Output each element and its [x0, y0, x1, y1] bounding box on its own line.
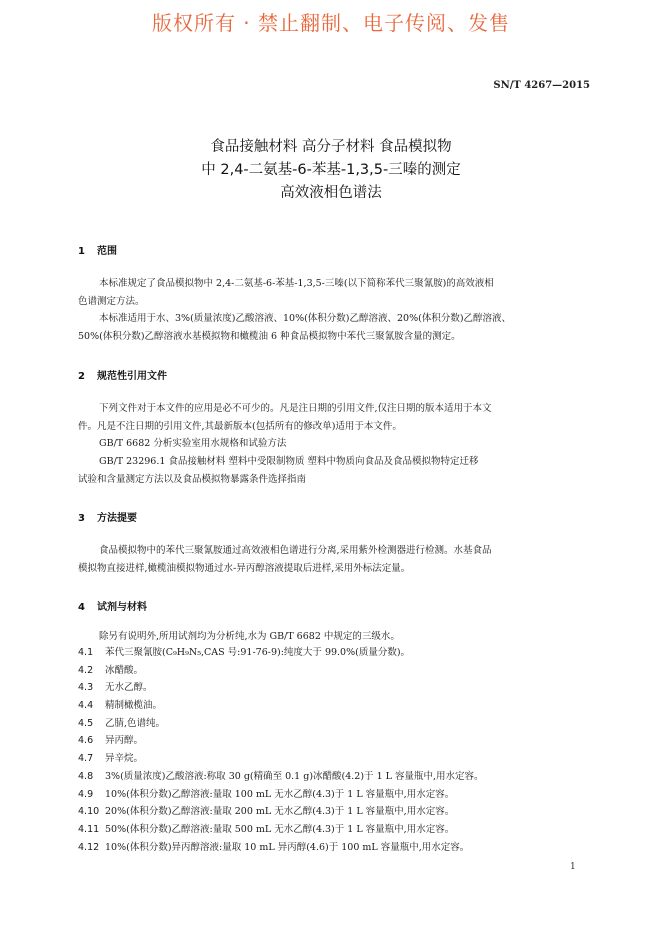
item-text: 无水乙醇。	[105, 682, 153, 694]
section-1-paragraph-2	[78, 310, 592, 345]
item-text: 异辛烷。	[105, 753, 144, 765]
item-number: 4.7	[78, 753, 94, 765]
section-title: 规范性引用文件	[97, 371, 167, 382]
paragraph-line: 食品模拟物中的苯代三聚氰胺通过高效液相色谱进行分离,采用紫外检测器进行检测。水基食品	[99, 545, 492, 556]
paragraph-line: 50%(体积分数)乙醇溶液水基模拟物和橄榄油 6 种食品模拟物中苯代三聚氰胺含量的测定。	[78, 330, 461, 342]
item-number: 4.2	[78, 664, 94, 676]
item-number: 4.12	[78, 841, 100, 853]
section-title: 方法提要	[97, 513, 137, 524]
list-item	[78, 750, 592, 768]
paragraph-line: 本标准适用于水、3%(质量浓度)乙酸溶液、10%(体积分数)乙醇溶液、20%(体积分数)乙醇溶液、	[99, 313, 512, 324]
list-item	[78, 768, 592, 786]
item-text: 10%(体积分数)异丙醇溶液:量取 10 mL 异丙醇(4.6)于 100 mL 容量瓶中,用水定容。	[105, 841, 470, 853]
item-number: 4.10	[78, 806, 100, 818]
item-number: 4.8	[78, 770, 94, 782]
section-title: 试剂与材料	[97, 602, 147, 613]
title-line-1: 食品接触材料 高分子材料 食品模拟物	[210, 139, 452, 155]
item-text: 异丙醇。	[105, 735, 144, 747]
list-item	[78, 786, 592, 804]
section-number: 4	[78, 602, 85, 613]
item-text: 冰醋酸。	[105, 664, 144, 676]
list-item	[78, 715, 592, 733]
paragraph-line: 下列文件对于本文件的应用是必不可少的。凡是注日期的引用文件,仅注日期的版本适用于本文	[99, 403, 492, 414]
section-number: 3	[78, 513, 85, 524]
item-text: 10%(体积分数)乙醇溶液:量取 100 mL 无水乙醇(4.3)于 1 L 容量瓶中,用水定容。	[105, 788, 455, 800]
section-number: 1	[78, 246, 85, 257]
item-number: 4.1	[78, 647, 94, 658]
item-text: 苯代三聚氰胺(C₉H₉N₅,CAS 号:91-76-9):纯度大于 99.0%(质量分数)。	[105, 647, 411, 658]
item-text: 3%(质量浓度)乙酸溶液:称取 30 g(精确至 0.1 g)冰醋酸(4.2)于 1 L 容量瓶中,用水定容。	[105, 770, 484, 782]
title-line-2: 中 2,4-二氨基-6-苯基-1,3,5-三嗪的测定	[201, 162, 461, 178]
section-1-paragraph-1	[78, 275, 592, 310]
list-item	[78, 821, 592, 839]
list-item	[78, 662, 592, 680]
item-text: 精制橄榄油。	[105, 700, 163, 712]
item-number: 4.3	[78, 682, 94, 694]
title-line-3: 高效液相色谱法	[280, 185, 382, 201]
section-3-heading	[78, 509, 137, 524]
paragraph-line: 模拟物直接进样,橄榄油模拟物通过水-异丙醇溶液提取后进样,采用外标法定量。	[78, 562, 411, 574]
item-number: 4.9	[78, 788, 94, 800]
list-item	[78, 803, 592, 821]
section-title: 范围	[97, 246, 117, 257]
item-number: 4.5	[78, 717, 94, 729]
item-number: 4.6	[78, 735, 94, 747]
section-number: 2	[78, 371, 85, 382]
section-1-heading	[78, 242, 117, 257]
paragraph-line: 色谱测定方法。	[78, 295, 145, 307]
document-title	[0, 136, 662, 205]
copyright-watermark: 版权所有 · 禁止翻制、电子传阅、发售	[151, 11, 511, 35]
normative-reference-1	[78, 435, 592, 453]
section-4-intro	[78, 628, 592, 646]
page-number: 1	[570, 862, 576, 872]
reference-text: GB/T 6682 分析实验室用水规格和试验方法	[99, 438, 287, 449]
section-2-heading	[78, 367, 167, 382]
reagent-list	[78, 644, 592, 856]
list-item	[78, 644, 592, 662]
paragraph-line: 除另有说明外,所用试剂均为分析纯,水为 GB/T 6682 中规定的三级水。	[99, 631, 400, 642]
item-number: 4.4	[78, 700, 94, 712]
section-4-heading	[78, 598, 147, 613]
paragraph-line: 件。凡是不注日期的引用文件,其最新版本(包括所有的修改单)适用于本文件。	[78, 420, 402, 432]
item-text: 50%(体积分数)乙醇溶液:量取 500 mL 无水乙醇(4.3)于 1 L 容量瓶中,用水定容。	[105, 823, 455, 835]
item-text: 20%(体积分数)乙醇溶液:量取 200 mL 无水乙醇(4.3)于 1 L 容量瓶中,用水定容。	[105, 806, 455, 818]
list-item	[78, 732, 592, 750]
reference-text: GB/T 23296.1 食品接触材料 塑料中受限制物质 塑料中物质向食品及食品模拟物特定迁移	[99, 456, 479, 467]
standard-code: SN/T 4267—2015	[493, 80, 590, 91]
item-number: 4.11	[78, 823, 100, 835]
reference-text: 试验和含量测定方法以及食品模拟物暴露条件选择指南	[78, 473, 307, 485]
list-item	[78, 697, 592, 715]
normative-reference-2	[78, 453, 592, 488]
paragraph-line: 本标准规定了食品模拟物中 2,4-二氨基-6-苯基-1,3,5-三嗪(以下简称苯代三聚氰胺)的高效液相	[99, 278, 494, 289]
section-3-paragraph-1	[78, 542, 592, 577]
item-text: 乙腈,色谱纯。	[105, 717, 166, 729]
list-item	[78, 679, 592, 697]
section-2-paragraph-1	[78, 400, 592, 435]
list-item	[78, 839, 592, 857]
